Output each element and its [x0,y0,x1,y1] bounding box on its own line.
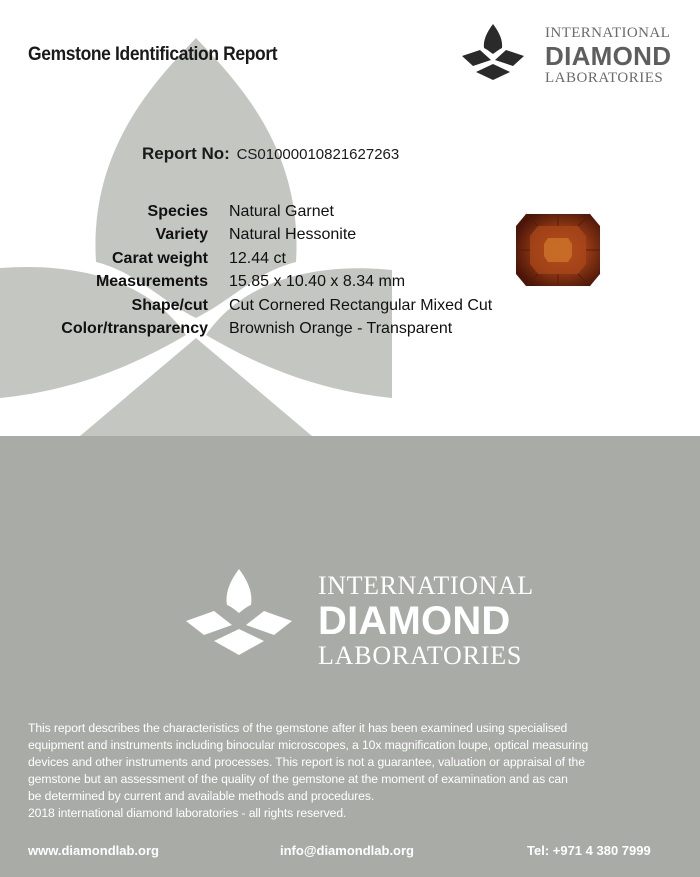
copyright-line: 2018 international diamond laboratories - all rights reserved. [28,806,347,820]
disclaimer-line: devices and other instruments and processes. This report is not a guarantee, valuation or appraisal of the [28,755,585,769]
detail-label: Variety [155,226,208,244]
website-link[interactable]: www.diamondlab.org [28,843,159,858]
detail-label: Shape/cut [131,296,208,314]
disclaimer-text [28,720,678,822]
detail-row-carat-weight [0,250,492,273]
report-top-section [0,0,700,436]
brand-line-laboratories: LABORATORIES [545,70,664,86]
detail-value: Cut Cornered Rectangular Mixed Cut [229,296,493,314]
gemstone-photo [514,212,602,288]
detail-value: 12.44 ct [229,249,286,267]
footer-brand-line-international: INTERNATIONAL [318,571,534,600]
gem-details [0,203,492,343]
detail-row-color-transparency [0,320,492,343]
disclaimer-line: equipment and instruments including binocular microscopes, a 10x magnification loupe, optical measuring [28,738,589,752]
footer-logo-icon [184,569,304,659]
detail-row-measurements [0,273,492,296]
detail-value: Brownish Orange - Transparent [229,319,453,337]
disclaimer-line: This report describes the characteristics of the gemstone after it has been examined using specialised [28,721,568,735]
brand-line-international: INTERNATIONAL [545,25,671,41]
report-number-label: Report No: [142,144,230,163]
report-number-value: CS01000010821627263 [236,146,400,163]
report-number [142,144,399,164]
detail-label: Carat weight [111,249,208,267]
disclaimer-line: gemstone but an assessment of the quality of the gemstone at the moment of examination and as can [28,772,568,786]
detail-row-shape-cut [0,297,492,320]
phone-number[interactable]: Tel: +971 4 380 7999 [527,843,651,858]
detail-label: Species [147,203,208,220]
disclaimer-line: be determined by current and available methods and procedures. [28,789,375,803]
email-link[interactable]: info@diamondlab.org [280,843,414,858]
footer-brand-line-laboratories: LABORATORIES [318,641,523,670]
brand-logo-icon [460,22,550,82]
detail-label: Color/transparency [61,319,208,337]
detail-label: Measurements [95,273,208,291]
detail-row-species [0,203,492,226]
detail-value: Natural Hessonite [229,226,357,244]
detail-row-variety [0,226,492,249]
brand-wordmark [545,26,671,86]
brand-line-diamond: DIAMOND [545,41,672,71]
detail-value: Natural Garnet [229,203,334,220]
report-title: Gemstone Identification Report [28,44,278,65]
footer-brand-line-diamond: DIAMOND [318,599,511,643]
footer-brand-wordmark [318,573,534,669]
detail-value: 15.85 x 10.40 x 8.34 mm [229,273,406,291]
